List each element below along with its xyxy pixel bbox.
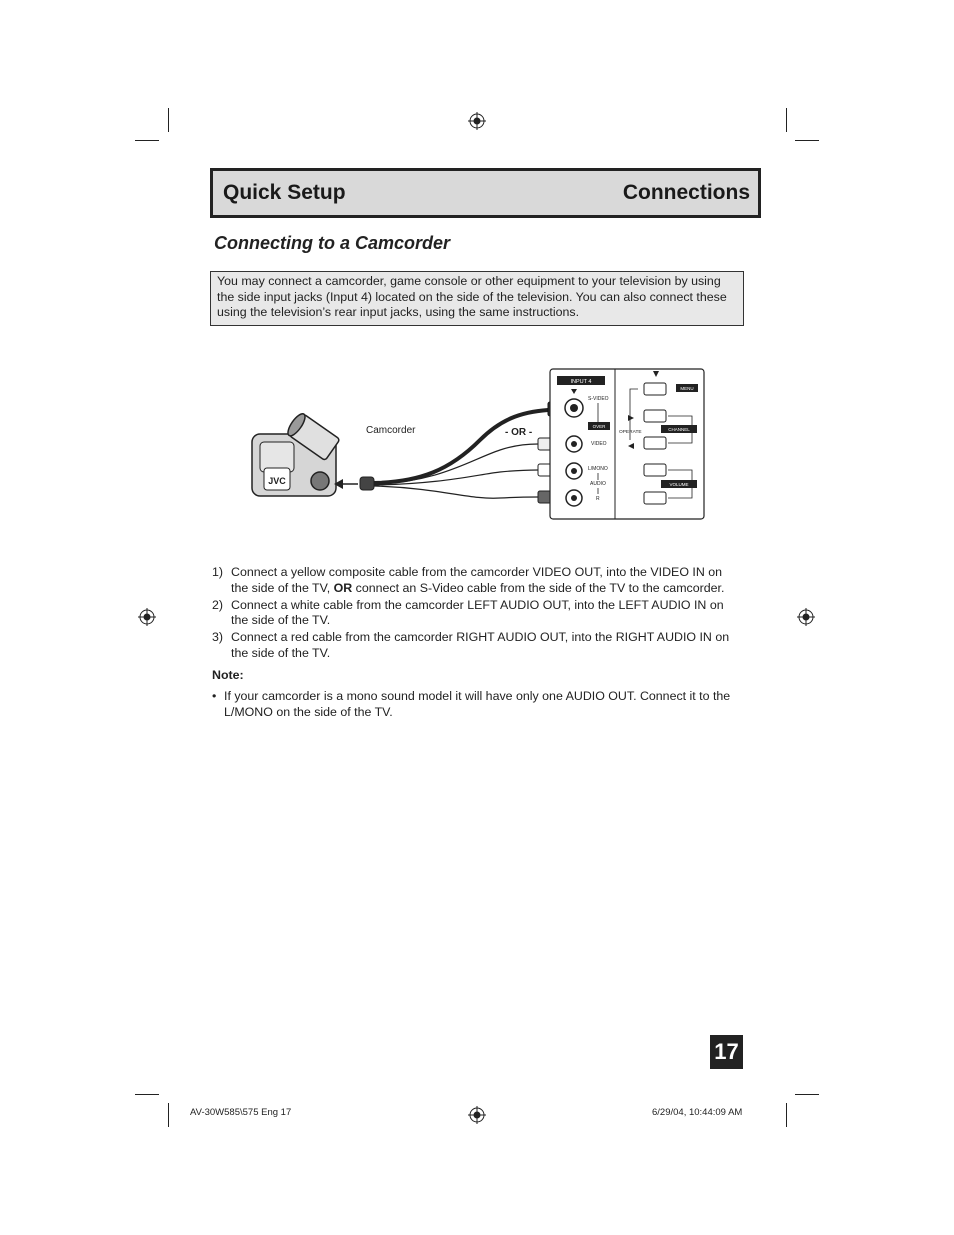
section-title: Connecting to a Camcorder xyxy=(214,233,451,253)
header-left-title: Quick Setup xyxy=(223,181,346,204)
connection-diagram xyxy=(240,360,720,530)
note-label: Note: xyxy=(212,668,244,682)
tv-side-panel xyxy=(550,369,704,519)
operate-label: OPERATE xyxy=(619,430,642,435)
crop-mark xyxy=(135,1094,159,1095)
channel-label: CHANNEL xyxy=(668,427,690,432)
list-item xyxy=(212,598,742,629)
step-text: Connect a red cable from the camcorder RIGHT AUDIO OUT, into the RIGHT AUDIO IN on the side of the TV. xyxy=(231,630,730,660)
note-text: If your camcorder is a mono sound model it will have only one AUDIO OUT. Connect it to the L/MONO on the side of the TV. xyxy=(224,689,731,719)
step-text: connect an S-Video cable from the side of the TV to the camcorder. xyxy=(352,580,725,595)
steps-list xyxy=(212,565,742,663)
volume-label: VOLUME xyxy=(669,482,689,487)
crop-mark xyxy=(786,1103,787,1127)
registration-mark-icon xyxy=(468,112,486,130)
header-right-title: Connections xyxy=(622,181,750,204)
crop-mark xyxy=(786,108,787,132)
note-item xyxy=(212,689,742,720)
crop-mark xyxy=(795,1094,819,1095)
over-label: OVER xyxy=(592,424,606,429)
step-number: 1) xyxy=(212,565,224,579)
page-number: 17 xyxy=(710,1035,743,1069)
step-emphasis: OR xyxy=(333,580,353,595)
crop-mark xyxy=(795,140,819,141)
page-header xyxy=(210,168,761,218)
registration-mark-icon xyxy=(468,1106,486,1124)
panel-title: INPUT 4 xyxy=(570,379,592,385)
arrow-left-icon xyxy=(334,479,358,489)
audio-label: AUDIO xyxy=(590,481,606,487)
video-label: VIDEO xyxy=(591,441,607,447)
or-label: - OR - xyxy=(505,427,533,438)
intro-box: You may connect a camcorder, game console or other equipment to your television by using the side input jacks (Input 4) located on the side of the television. You can also connect these using the television’s rear input jacks, using the same instructions. xyxy=(210,271,744,326)
r-label: R xyxy=(596,496,600,502)
step-number: 2) xyxy=(212,597,224,612)
camcorder-illustration xyxy=(252,411,340,496)
bullet: • xyxy=(212,689,217,703)
svideo-label: S-VIDEO xyxy=(588,396,609,402)
step-number: 3) xyxy=(212,630,224,644)
step-text: Connect a yellow composite cable from the camcorder VIDEO OUT, into the VIDEO IN on the side of the TV, xyxy=(231,565,723,595)
registration-mark-icon xyxy=(797,608,815,626)
list-item xyxy=(212,630,742,661)
registration-mark-icon xyxy=(138,608,156,626)
footer-right: 6/29/04, 10:44:09 AM xyxy=(652,1107,743,1118)
step-text: Connect a white cable from the camcorder LEFT AUDIO OUT, into the LEFT AUDIO IN on the side of the TV. xyxy=(231,597,724,627)
camcorder-label: Camcorder xyxy=(366,425,416,436)
crop-mark xyxy=(168,1103,169,1127)
crop-mark xyxy=(168,108,169,132)
footer-left: AV-30W585\575 Eng 17 xyxy=(190,1107,292,1118)
camcorder-brand: JVC xyxy=(268,476,286,486)
lmono-label: L/MONO xyxy=(588,466,608,472)
list-item xyxy=(212,565,742,596)
crop-mark xyxy=(135,140,159,141)
menu-label: MENU xyxy=(680,386,694,391)
